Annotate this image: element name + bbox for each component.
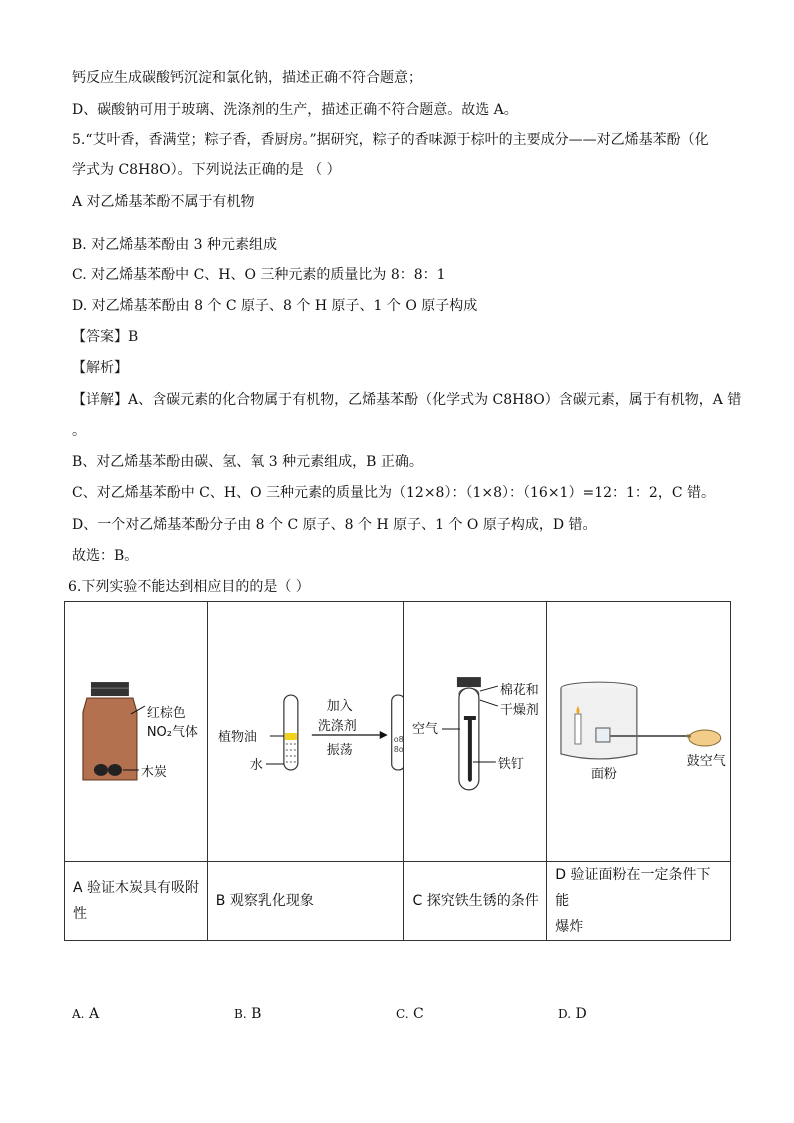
charcoal-piece xyxy=(108,764,122,776)
caption-d xyxy=(547,862,731,941)
caption-d-line-2: 爆炸 xyxy=(555,919,584,935)
oil-layer xyxy=(285,733,297,740)
caption-d-line-1: D 验证面粉在一定条件下能 xyxy=(555,867,711,909)
question-5-stem-2: 学式为 C8H8O）。下列说法正确的是 （ ） xyxy=(72,162,341,178)
flour-explosion-diagram xyxy=(547,602,730,861)
diagram-cell-a xyxy=(65,602,208,862)
label-flour: 面粉 xyxy=(591,766,618,782)
charcoal-bottle-diagram xyxy=(65,602,207,861)
option-c-key: C. xyxy=(396,1007,409,1021)
option-b-value: B xyxy=(251,1006,262,1022)
option-b-key: B. xyxy=(234,1007,247,1021)
metal-can xyxy=(561,688,637,759)
detail-line-2: 。 xyxy=(72,423,86,439)
conclusion-line: 故选：B。 xyxy=(72,548,139,564)
label-shake: 振荡 xyxy=(326,742,353,758)
option-a-key: A. xyxy=(72,1007,85,1021)
option-c[interactable] xyxy=(396,1006,424,1022)
diagram-cell-c xyxy=(404,602,547,862)
bottle-cap xyxy=(91,682,129,696)
label-air: 空气 xyxy=(412,721,439,737)
label-water: 水 xyxy=(249,757,263,773)
label-detergent: 洗涤剂 xyxy=(317,719,357,735)
option-b[interactable] xyxy=(234,1006,261,1022)
option-a[interactable] xyxy=(72,1006,99,1022)
label-cotton: 棉花和 xyxy=(500,683,540,699)
option-d-value: D xyxy=(575,1006,587,1022)
analysis-label: 【解析】 xyxy=(72,360,128,376)
text-line-2: D、碳酸钠可用于玻璃、洗涤剂的生产，描述正确不符合题意。故选 A。 xyxy=(72,102,518,118)
arrow-right-icon xyxy=(380,731,388,739)
question-5-option-b: B. 对乙烯基苯酚由 3 种元素组成 xyxy=(72,237,277,253)
caption-c-line-1: C 探究铁生锈的条件 xyxy=(412,893,539,909)
label-charcoal: 木炭 xyxy=(140,764,167,780)
caption-a-line-1: A 验证木炭具有吸附 xyxy=(73,880,200,896)
experiment-table xyxy=(64,601,731,941)
iron-nail xyxy=(468,718,472,782)
detail-line-5: D、一个对乙烯基苯酚分子由 8 个 C 原子、8 个 H 原子、1 个 O 原子构成，D 错。 xyxy=(72,517,597,533)
label-add: 加入 xyxy=(326,699,353,715)
detail-line-4: C、对乙烯基苯酚中 C、H、O 三种元素的质量比为（12×8）：（1×8）：（16×1）=12：1：2，C 错。 xyxy=(72,485,715,501)
caption-c xyxy=(404,862,547,941)
emulsion-diagram xyxy=(208,602,404,861)
question-6-stem: 6.下列实验不能达到相应目的的是（ ） xyxy=(68,579,310,595)
option-c-value: C xyxy=(413,1006,424,1022)
question-5-option-c: C. 对乙烯基苯酚中 C、H、O 三种元素的质量比为 8：8：1 xyxy=(72,267,446,283)
label-desiccant: 干燥剂 xyxy=(500,703,540,719)
label-oil: 植物油 xyxy=(217,729,257,745)
label-gas-2: NO₂气体 xyxy=(146,724,198,740)
tube-stopper xyxy=(457,677,481,687)
charcoal-piece xyxy=(94,764,108,776)
option-d-key: D. xyxy=(558,1007,572,1021)
test-tube-right xyxy=(391,695,403,770)
rubber-bulb xyxy=(689,730,721,746)
option-a-value: A xyxy=(88,1006,100,1022)
iron-rust-diagram xyxy=(404,602,546,861)
caption-b xyxy=(207,862,404,941)
question-5-stem-1: 5.“艾叶香，香满堂；粽子香，香厨房。”据研究，粽子的香味源于棕叶的主要成分——对乙烯基苯酚（化 xyxy=(72,132,709,148)
label-gas: 红棕色 xyxy=(146,706,186,722)
test-tube-left xyxy=(284,695,298,770)
question-5-option-d: D. 对乙烯基苯酚由 8 个 C 原子、8 个 H 原子、1 个 O 原子构成 xyxy=(72,298,478,314)
flour-container xyxy=(596,728,610,742)
candle xyxy=(575,714,581,744)
detail-line-3: B、对乙烯基苯酚由碳、氢、氧 3 种元素组成，B 正确。 xyxy=(72,454,423,470)
svg-text:o8: o8 xyxy=(393,734,404,744)
text-line-1: 钙反应生成碳酸钙沉淀和氯化钠，描述正确不符合题意； xyxy=(72,70,422,86)
label-blow-air: 鼓空气 xyxy=(687,753,726,769)
question-5-option-a: A 对乙烯基苯酚不属于有机物 xyxy=(72,194,255,210)
caption-b-line-1: B 观察乳化现象 xyxy=(215,893,314,909)
option-d[interactable] xyxy=(558,1006,587,1022)
svg-text:8o: 8o xyxy=(393,744,404,754)
label-nail: 铁钉 xyxy=(498,756,525,772)
answer-label: 【答案】B xyxy=(72,329,139,345)
caption-a-line-2: 性 xyxy=(73,906,87,922)
diagram-cell-d xyxy=(547,602,731,862)
diagram-cell-b xyxy=(207,602,404,862)
caption-a xyxy=(65,862,208,941)
detail-line-1: 【详解】A、含碳元素的化合物属于有机物，乙烯基苯酚（化学式为 C8H8O）含碳元素，属于有机物，A 错 xyxy=(72,392,742,408)
